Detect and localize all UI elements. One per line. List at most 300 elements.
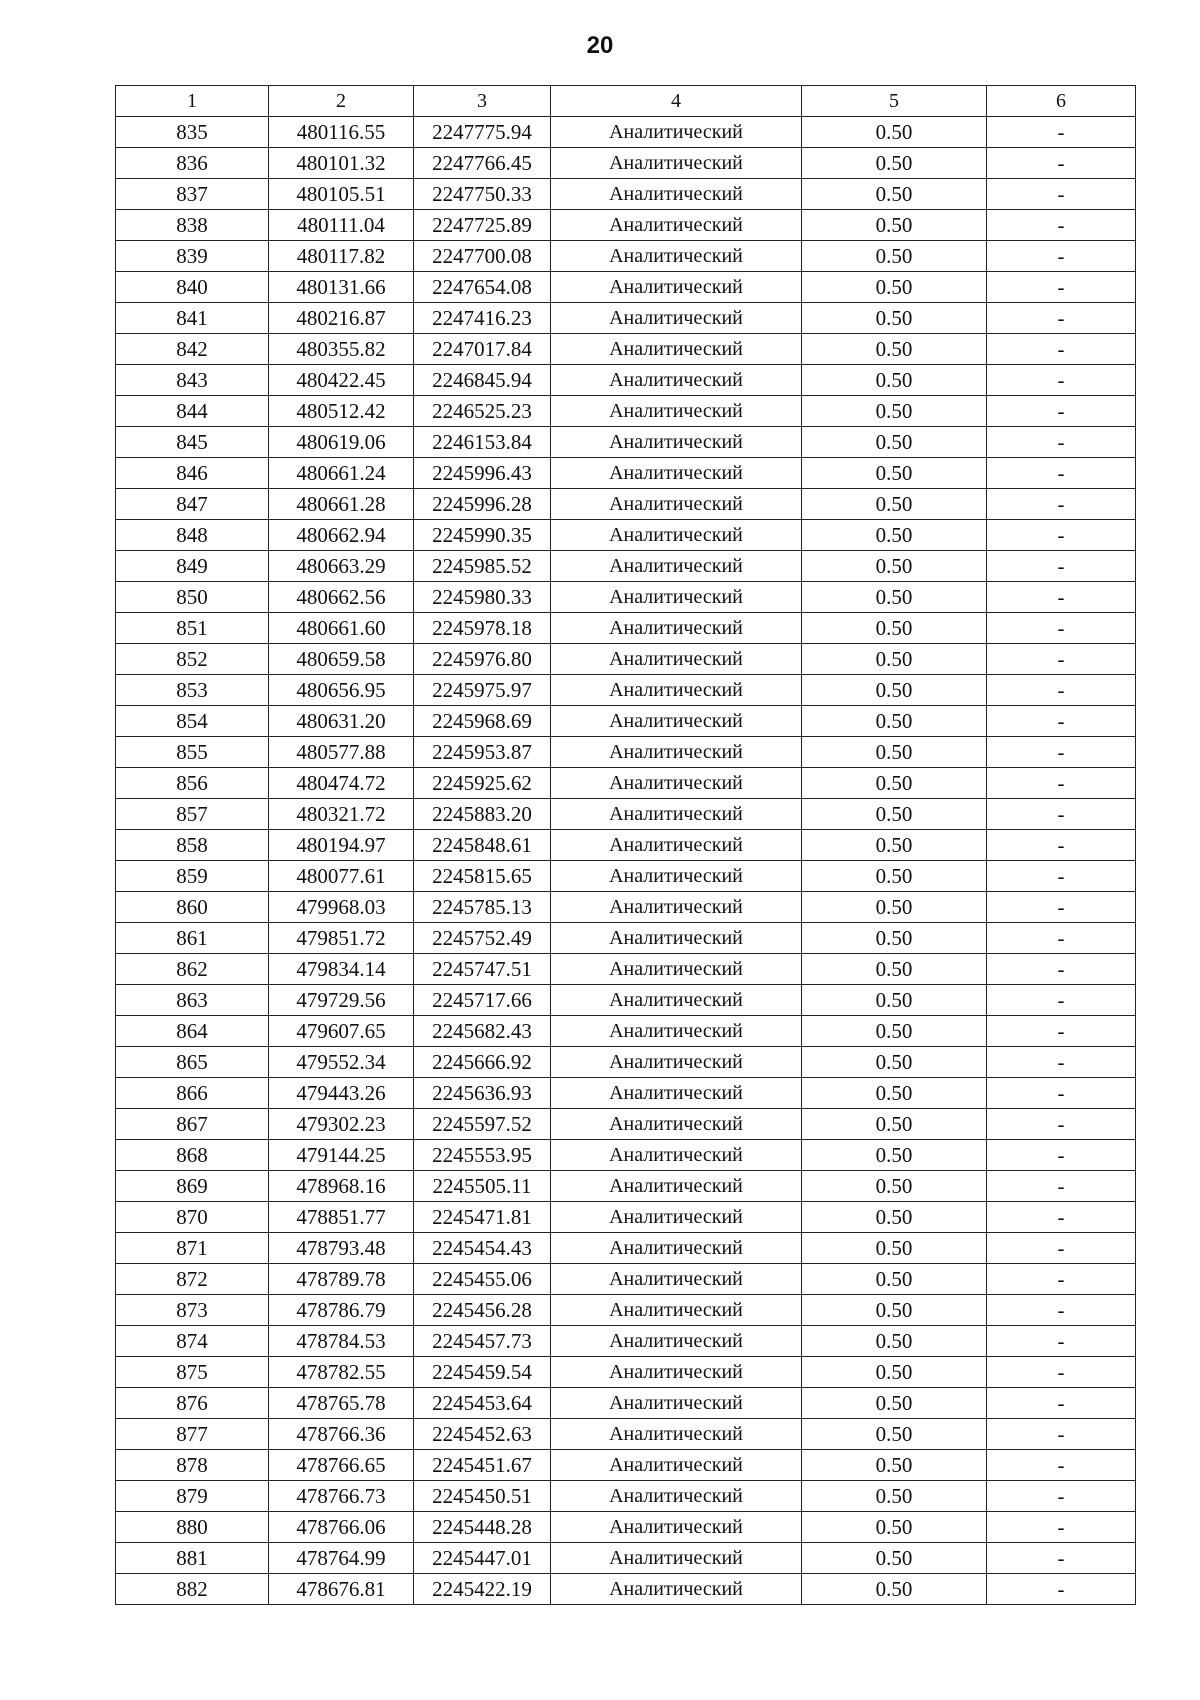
method-cell: Аналитический — [551, 1140, 802, 1171]
x-coordinate-cell: 480077.61 — [269, 861, 414, 892]
x-coordinate-cell: 480659.58 — [269, 644, 414, 675]
point-number-cell: 843 — [116, 365, 269, 396]
note-cell: - — [987, 117, 1136, 148]
point-number-cell: 868 — [116, 1140, 269, 1171]
table-row — [116, 241, 1136, 272]
point-number-cell: 861 — [116, 923, 269, 954]
point-number-cell: 852 — [116, 644, 269, 675]
point-number-cell: 858 — [116, 830, 269, 861]
method-cell: Аналитический — [551, 1481, 802, 1512]
coordinates-table — [115, 85, 1136, 1605]
method-cell: Аналитический — [551, 520, 802, 551]
accuracy-cell: 0.50 — [802, 985, 987, 1016]
method-cell: Аналитический — [551, 675, 802, 706]
accuracy-cell: 0.50 — [802, 303, 987, 334]
method-cell: Аналитический — [551, 396, 802, 427]
method-cell: Аналитический — [551, 892, 802, 923]
method-cell: Аналитический — [551, 830, 802, 861]
y-coordinate-cell: 2246525.23 — [414, 396, 551, 427]
method-cell: Аналитический — [551, 1202, 802, 1233]
table-row — [116, 1109, 1136, 1140]
table-row — [116, 1512, 1136, 1543]
table-row — [116, 179, 1136, 210]
point-number-cell: 845 — [116, 427, 269, 458]
y-coordinate-cell: 2245448.28 — [414, 1512, 551, 1543]
y-coordinate-cell: 2245883.20 — [414, 799, 551, 830]
y-coordinate-cell: 2245447.01 — [414, 1543, 551, 1574]
table-row — [116, 1419, 1136, 1450]
note-cell: - — [987, 644, 1136, 675]
method-cell: Аналитический — [551, 582, 802, 613]
accuracy-cell: 0.50 — [802, 1512, 987, 1543]
note-cell: - — [987, 923, 1136, 954]
y-coordinate-cell: 2245978.18 — [414, 613, 551, 644]
point-number-cell: 864 — [116, 1016, 269, 1047]
x-coordinate-cell: 480661.24 — [269, 458, 414, 489]
accuracy-cell: 0.50 — [802, 551, 987, 582]
method-cell: Аналитический — [551, 799, 802, 830]
note-cell: - — [987, 1388, 1136, 1419]
column-header: 2 — [269, 86, 414, 117]
accuracy-cell: 0.50 — [802, 1171, 987, 1202]
y-coordinate-cell: 2245717.66 — [414, 985, 551, 1016]
table-row — [116, 458, 1136, 489]
y-coordinate-cell: 2247750.33 — [414, 179, 551, 210]
method-cell: Аналитический — [551, 613, 802, 644]
table-body — [116, 117, 1136, 1605]
y-coordinate-cell: 2247017.84 — [414, 334, 551, 365]
table-row — [116, 117, 1136, 148]
y-coordinate-cell: 2245968.69 — [414, 706, 551, 737]
accuracy-cell: 0.50 — [802, 365, 987, 396]
note-cell: - — [987, 334, 1136, 365]
method-cell: Аналитический — [551, 117, 802, 148]
x-coordinate-cell: 479144.25 — [269, 1140, 414, 1171]
point-number-cell: 837 — [116, 179, 269, 210]
accuracy-cell: 0.50 — [802, 489, 987, 520]
note-cell: - — [987, 737, 1136, 768]
point-number-cell: 878 — [116, 1450, 269, 1481]
table-row — [116, 334, 1136, 365]
method-cell: Аналитический — [551, 954, 802, 985]
accuracy-cell: 0.50 — [802, 396, 987, 427]
method-cell: Аналитический — [551, 1450, 802, 1481]
table-row — [116, 427, 1136, 458]
method-cell: Аналитический — [551, 1109, 802, 1140]
note-cell: - — [987, 396, 1136, 427]
method-cell: Аналитический — [551, 458, 802, 489]
y-coordinate-cell: 2245666.92 — [414, 1047, 551, 1078]
x-coordinate-cell: 478766.36 — [269, 1419, 414, 1450]
table-row — [116, 1326, 1136, 1357]
method-cell: Аналитический — [551, 644, 802, 675]
method-cell: Аналитический — [551, 737, 802, 768]
method-cell: Аналитический — [551, 923, 802, 954]
x-coordinate-cell: 480656.95 — [269, 675, 414, 706]
y-coordinate-cell: 2245996.28 — [414, 489, 551, 520]
point-number-cell: 875 — [116, 1357, 269, 1388]
y-coordinate-cell: 2245451.67 — [414, 1450, 551, 1481]
table-row — [116, 582, 1136, 613]
x-coordinate-cell: 478851.77 — [269, 1202, 414, 1233]
table-row — [116, 365, 1136, 396]
table-row — [116, 396, 1136, 427]
y-coordinate-cell: 2245636.93 — [414, 1078, 551, 1109]
x-coordinate-cell: 480216.87 — [269, 303, 414, 334]
y-coordinate-cell: 2245471.81 — [414, 1202, 551, 1233]
table-row — [116, 768, 1136, 799]
y-coordinate-cell: 2245848.61 — [414, 830, 551, 861]
table-row — [116, 613, 1136, 644]
point-number-cell: 870 — [116, 1202, 269, 1233]
table-row — [116, 1202, 1136, 1233]
x-coordinate-cell: 478676.81 — [269, 1574, 414, 1605]
point-number-cell: 846 — [116, 458, 269, 489]
table-row — [116, 1357, 1136, 1388]
method-cell: Аналитический — [551, 427, 802, 458]
x-coordinate-cell: 480131.66 — [269, 272, 414, 303]
y-coordinate-cell: 2246153.84 — [414, 427, 551, 458]
table-row — [116, 148, 1136, 179]
table-row — [116, 520, 1136, 551]
note-cell: - — [987, 1109, 1136, 1140]
y-coordinate-cell: 2245980.33 — [414, 582, 551, 613]
y-coordinate-cell: 2247654.08 — [414, 272, 551, 303]
x-coordinate-cell: 480105.51 — [269, 179, 414, 210]
point-number-cell: 857 — [116, 799, 269, 830]
note-cell: - — [987, 303, 1136, 334]
note-cell: - — [987, 365, 1136, 396]
table-row — [116, 210, 1136, 241]
point-number-cell: 842 — [116, 334, 269, 365]
note-cell: - — [987, 489, 1136, 520]
point-number-cell: 835 — [116, 117, 269, 148]
column-header: 6 — [987, 86, 1136, 117]
y-coordinate-cell: 2247766.45 — [414, 148, 551, 179]
point-number-cell: 836 — [116, 148, 269, 179]
y-coordinate-cell: 2245990.35 — [414, 520, 551, 551]
table-row — [116, 1481, 1136, 1512]
point-number-cell: 848 — [116, 520, 269, 551]
method-cell: Аналитический — [551, 210, 802, 241]
accuracy-cell: 0.50 — [802, 1109, 987, 1140]
method-cell: Аналитический — [551, 272, 802, 303]
page-number: 20 — [586, 32, 614, 59]
point-number-cell: 847 — [116, 489, 269, 520]
accuracy-cell: 0.50 — [802, 117, 987, 148]
method-cell: Аналитический — [551, 706, 802, 737]
accuracy-cell: 0.50 — [802, 954, 987, 985]
table-row — [116, 675, 1136, 706]
point-number-cell: 865 — [116, 1047, 269, 1078]
column-header: 1 — [116, 86, 269, 117]
accuracy-cell: 0.50 — [802, 1295, 987, 1326]
method-cell: Аналитический — [551, 1543, 802, 1574]
point-number-cell: 860 — [116, 892, 269, 923]
method-cell: Аналитический — [551, 334, 802, 365]
method-cell: Аналитический — [551, 861, 802, 892]
y-coordinate-cell: 2245975.97 — [414, 675, 551, 706]
x-coordinate-cell: 480422.45 — [269, 365, 414, 396]
x-coordinate-cell: 478782.55 — [269, 1357, 414, 1388]
note-cell: - — [987, 1512, 1136, 1543]
note-cell: - — [987, 241, 1136, 272]
table-row — [116, 1388, 1136, 1419]
point-number-cell: 853 — [116, 675, 269, 706]
table-header-row — [116, 86, 1136, 117]
method-cell: Аналитический — [551, 1357, 802, 1388]
point-number-cell: 873 — [116, 1295, 269, 1326]
accuracy-cell: 0.50 — [802, 1233, 987, 1264]
x-coordinate-cell: 478784.53 — [269, 1326, 414, 1357]
table-row — [116, 1078, 1136, 1109]
accuracy-cell: 0.50 — [802, 1357, 987, 1388]
x-coordinate-cell: 478765.78 — [269, 1388, 414, 1419]
point-number-cell: 871 — [116, 1233, 269, 1264]
note-cell: - — [987, 458, 1136, 489]
accuracy-cell: 0.50 — [802, 1016, 987, 1047]
accuracy-cell: 0.50 — [802, 458, 987, 489]
table-row — [116, 1171, 1136, 1202]
method-cell: Аналитический — [551, 985, 802, 1016]
table-row — [116, 1016, 1136, 1047]
note-cell: - — [987, 148, 1136, 179]
table-row — [116, 954, 1136, 985]
method-cell: Аналитический — [551, 1233, 802, 1264]
note-cell: - — [987, 1326, 1136, 1357]
y-coordinate-cell: 2245785.13 — [414, 892, 551, 923]
note-cell: - — [987, 706, 1136, 737]
note-cell: - — [987, 1481, 1136, 1512]
y-coordinate-cell: 2245996.43 — [414, 458, 551, 489]
note-cell: - — [987, 768, 1136, 799]
x-coordinate-cell: 479729.56 — [269, 985, 414, 1016]
note-cell: - — [987, 272, 1136, 303]
x-coordinate-cell: 480619.06 — [269, 427, 414, 458]
point-number-cell: 841 — [116, 303, 269, 334]
note-cell: - — [987, 1357, 1136, 1388]
column-header: 5 — [802, 86, 987, 117]
table-row — [116, 892, 1136, 923]
accuracy-cell: 0.50 — [802, 148, 987, 179]
x-coordinate-cell: 480355.82 — [269, 334, 414, 365]
note-cell: - — [987, 1233, 1136, 1264]
y-coordinate-cell: 2245553.95 — [414, 1140, 551, 1171]
note-cell: - — [987, 861, 1136, 892]
method-cell: Аналитический — [551, 365, 802, 396]
accuracy-cell: 0.50 — [802, 737, 987, 768]
y-coordinate-cell: 2245752.49 — [414, 923, 551, 954]
accuracy-cell: 0.50 — [802, 272, 987, 303]
point-number-cell: 844 — [116, 396, 269, 427]
method-cell: Аналитический — [551, 489, 802, 520]
y-coordinate-cell: 2247775.94 — [414, 117, 551, 148]
point-number-cell: 874 — [116, 1326, 269, 1357]
x-coordinate-cell: 479607.65 — [269, 1016, 414, 1047]
point-number-cell: 849 — [116, 551, 269, 582]
y-coordinate-cell: 2245682.43 — [414, 1016, 551, 1047]
x-coordinate-cell: 478789.78 — [269, 1264, 414, 1295]
x-coordinate-cell: 478766.06 — [269, 1512, 414, 1543]
point-number-cell: 869 — [116, 1171, 269, 1202]
note-cell: - — [987, 1574, 1136, 1605]
y-coordinate-cell: 2245747.51 — [414, 954, 551, 985]
method-cell: Аналитический — [551, 179, 802, 210]
point-number-cell: 877 — [116, 1419, 269, 1450]
x-coordinate-cell: 480111.04 — [269, 210, 414, 241]
x-coordinate-cell: 480662.94 — [269, 520, 414, 551]
accuracy-cell: 0.50 — [802, 1078, 987, 1109]
accuracy-cell: 0.50 — [802, 799, 987, 830]
y-coordinate-cell: 2246845.94 — [414, 365, 551, 396]
table-row — [116, 1140, 1136, 1171]
accuracy-cell: 0.50 — [802, 520, 987, 551]
table-row — [116, 1233, 1136, 1264]
note-cell: - — [987, 1419, 1136, 1450]
accuracy-cell: 0.50 — [802, 613, 987, 644]
y-coordinate-cell: 2245953.87 — [414, 737, 551, 768]
method-cell: Аналитический — [551, 1295, 802, 1326]
x-coordinate-cell: 480661.28 — [269, 489, 414, 520]
accuracy-cell: 0.50 — [802, 1202, 987, 1233]
x-coordinate-cell: 478968.16 — [269, 1171, 414, 1202]
point-number-cell: 856 — [116, 768, 269, 799]
x-coordinate-cell: 480474.72 — [269, 768, 414, 799]
note-cell: - — [987, 799, 1136, 830]
accuracy-cell: 0.50 — [802, 1326, 987, 1357]
y-coordinate-cell: 2245452.63 — [414, 1419, 551, 1450]
point-number-cell: 840 — [116, 272, 269, 303]
note-cell: - — [987, 1202, 1136, 1233]
table-row — [116, 737, 1136, 768]
accuracy-cell: 0.50 — [802, 1140, 987, 1171]
note-cell: - — [987, 1264, 1136, 1295]
note-cell: - — [987, 210, 1136, 241]
note-cell: - — [987, 892, 1136, 923]
accuracy-cell: 0.50 — [802, 1481, 987, 1512]
note-cell: - — [987, 520, 1136, 551]
table-row — [116, 272, 1136, 303]
point-number-cell: 855 — [116, 737, 269, 768]
method-cell: Аналитический — [551, 1326, 802, 1357]
x-coordinate-cell: 478764.99 — [269, 1543, 414, 1574]
point-number-cell: 882 — [116, 1574, 269, 1605]
y-coordinate-cell: 2247700.08 — [414, 241, 551, 272]
table-row — [116, 706, 1136, 737]
point-number-cell: 880 — [116, 1512, 269, 1543]
note-cell: - — [987, 613, 1136, 644]
point-number-cell: 881 — [116, 1543, 269, 1574]
method-cell: Аналитический — [551, 1574, 802, 1605]
accuracy-cell: 0.50 — [802, 675, 987, 706]
y-coordinate-cell: 2245597.52 — [414, 1109, 551, 1140]
x-coordinate-cell: 479443.26 — [269, 1078, 414, 1109]
accuracy-cell: 0.50 — [802, 923, 987, 954]
column-header: 4 — [551, 86, 802, 117]
y-coordinate-cell: 2245454.43 — [414, 1233, 551, 1264]
x-coordinate-cell: 480512.42 — [269, 396, 414, 427]
note-cell: - — [987, 1016, 1136, 1047]
table-row — [116, 644, 1136, 675]
note-cell: - — [987, 954, 1136, 985]
y-coordinate-cell: 2245985.52 — [414, 551, 551, 582]
table-row — [116, 985, 1136, 1016]
point-number-cell: 872 — [116, 1264, 269, 1295]
y-coordinate-cell: 2245422.19 — [414, 1574, 551, 1605]
point-number-cell: 859 — [116, 861, 269, 892]
point-number-cell: 862 — [116, 954, 269, 985]
y-coordinate-cell: 2245815.65 — [414, 861, 551, 892]
note-cell: - — [987, 675, 1136, 706]
method-cell: Аналитический — [551, 551, 802, 582]
x-coordinate-cell: 479851.72 — [269, 923, 414, 954]
method-cell: Аналитический — [551, 1388, 802, 1419]
x-coordinate-cell: 479302.23 — [269, 1109, 414, 1140]
x-coordinate-cell: 478793.48 — [269, 1233, 414, 1264]
accuracy-cell: 0.50 — [802, 706, 987, 737]
table-row — [116, 799, 1136, 830]
accuracy-cell: 0.50 — [802, 334, 987, 365]
point-number-cell: 850 — [116, 582, 269, 613]
x-coordinate-cell: 480577.88 — [269, 737, 414, 768]
x-coordinate-cell: 478786.79 — [269, 1295, 414, 1326]
y-coordinate-cell: 2245456.28 — [414, 1295, 551, 1326]
table-row — [116, 830, 1136, 861]
point-number-cell: 851 — [116, 613, 269, 644]
note-cell: - — [987, 1295, 1136, 1326]
table-row — [116, 489, 1136, 520]
note-cell: - — [987, 1047, 1136, 1078]
accuracy-cell: 0.50 — [802, 1419, 987, 1450]
method-cell: Аналитический — [551, 768, 802, 799]
note-cell: - — [987, 985, 1136, 1016]
method-cell: Аналитический — [551, 1016, 802, 1047]
point-number-cell: 879 — [116, 1481, 269, 1512]
y-coordinate-cell: 2245450.51 — [414, 1481, 551, 1512]
x-coordinate-cell: 480101.32 — [269, 148, 414, 179]
x-coordinate-cell: 480194.97 — [269, 830, 414, 861]
x-coordinate-cell: 480663.29 — [269, 551, 414, 582]
method-cell: Аналитический — [551, 148, 802, 179]
y-coordinate-cell: 2247416.23 — [414, 303, 551, 334]
accuracy-cell: 0.50 — [802, 892, 987, 923]
table-row — [116, 303, 1136, 334]
note-cell: - — [987, 551, 1136, 582]
point-number-cell: 867 — [116, 1109, 269, 1140]
point-number-cell: 866 — [116, 1078, 269, 1109]
x-coordinate-cell: 479552.34 — [269, 1047, 414, 1078]
x-coordinate-cell: 478766.73 — [269, 1481, 414, 1512]
accuracy-cell: 0.50 — [802, 1574, 987, 1605]
accuracy-cell: 0.50 — [802, 427, 987, 458]
note-cell: - — [987, 1140, 1136, 1171]
method-cell: Аналитический — [551, 1047, 802, 1078]
point-number-cell: 854 — [116, 706, 269, 737]
table-row — [116, 861, 1136, 892]
y-coordinate-cell: 2245505.11 — [414, 1171, 551, 1202]
table-row — [116, 551, 1136, 582]
method-cell: Аналитический — [551, 1264, 802, 1295]
accuracy-cell: 0.50 — [802, 210, 987, 241]
x-coordinate-cell: 478766.65 — [269, 1450, 414, 1481]
x-coordinate-cell: 479968.03 — [269, 892, 414, 923]
table-row — [116, 1574, 1136, 1605]
accuracy-cell: 0.50 — [802, 1388, 987, 1419]
x-coordinate-cell: 480321.72 — [269, 799, 414, 830]
y-coordinate-cell: 2245925.62 — [414, 768, 551, 799]
accuracy-cell: 0.50 — [802, 582, 987, 613]
x-coordinate-cell: 480117.82 — [269, 241, 414, 272]
